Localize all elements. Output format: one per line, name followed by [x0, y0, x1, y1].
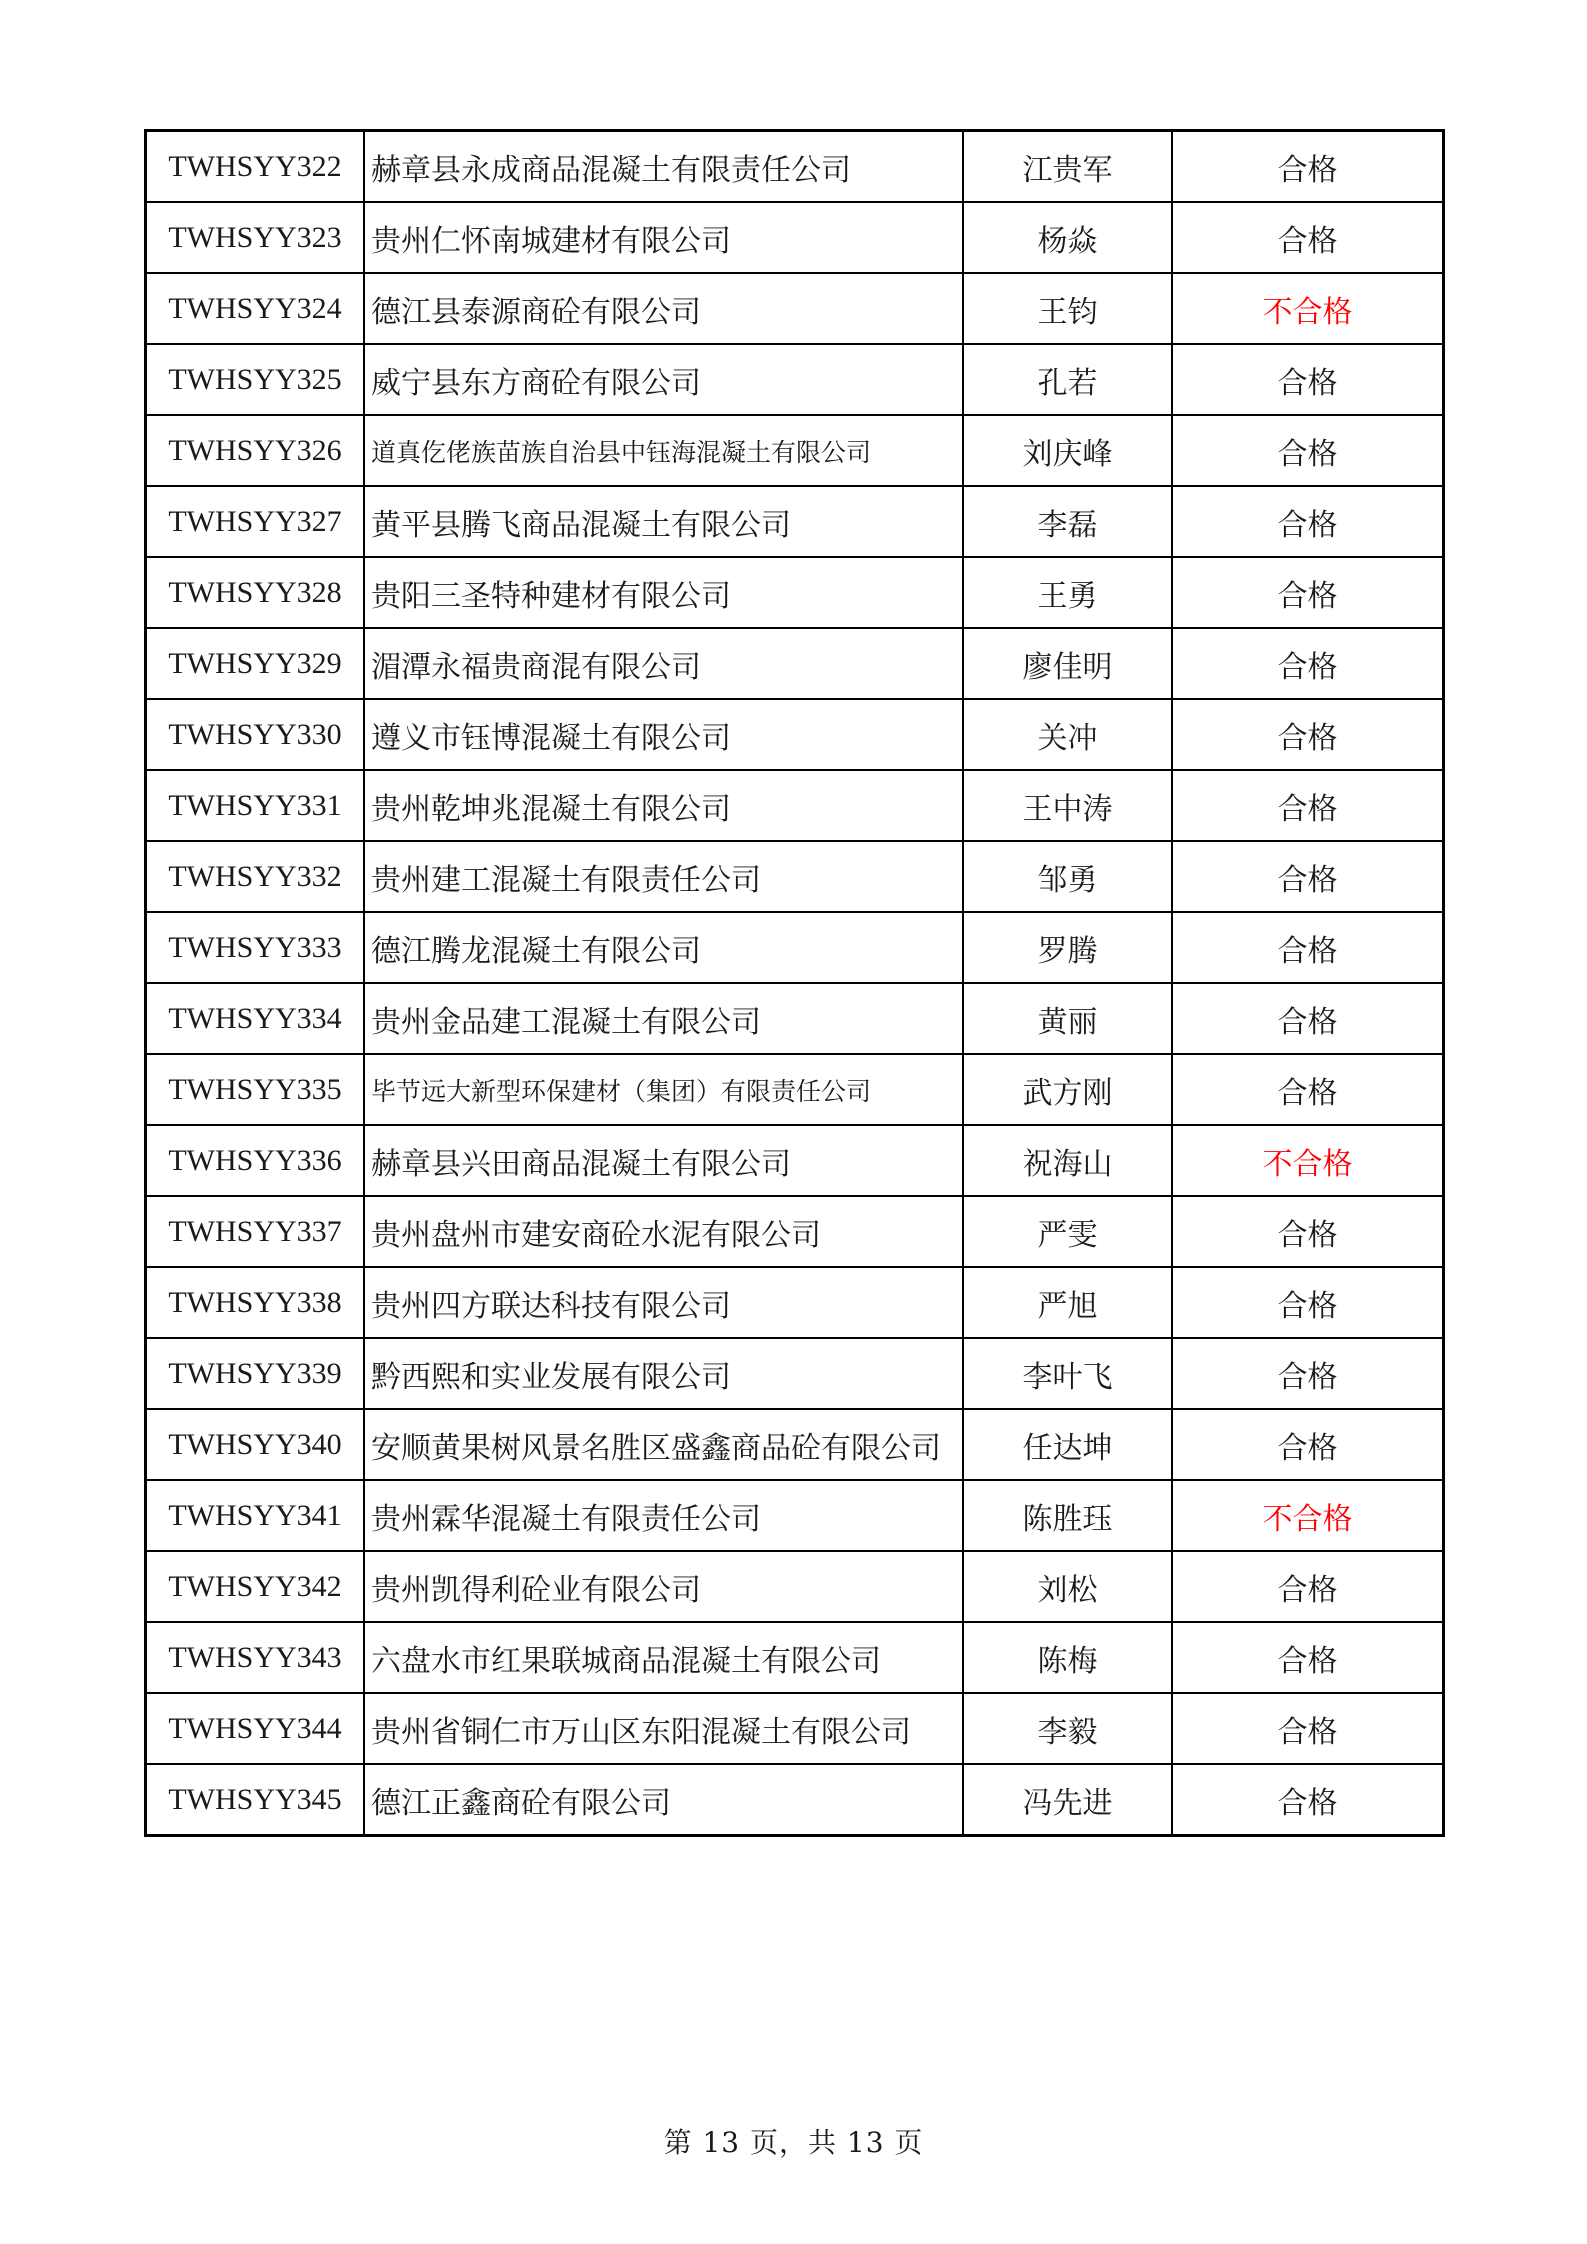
table-row: [146, 628, 1444, 699]
table-row: [146, 1409, 1444, 1480]
sample-code-cell: TWHSYY337: [146, 1196, 365, 1267]
result-pass-cell: 合格: [1172, 1267, 1444, 1338]
result-pass-cell: 合格: [1172, 1764, 1444, 1836]
result-pass-cell: 合格: [1172, 1338, 1444, 1409]
company-name-cell: 贵州霖华混凝土有限责任公司: [364, 1480, 963, 1551]
result-pass-cell: 合格: [1172, 1054, 1444, 1125]
table-row: [146, 1551, 1444, 1622]
result-pass-cell: 合格: [1172, 912, 1444, 983]
sample-code-cell: TWHSYY331: [146, 770, 365, 841]
table-row: [146, 1764, 1444, 1836]
result-pass-cell: 合格: [1172, 344, 1444, 415]
company-name-cell: 贵州金品建工混凝土有限公司: [364, 983, 963, 1054]
company-name-cell: 贵州四方联达科技有限公司: [364, 1267, 963, 1338]
table-row: [146, 486, 1444, 557]
table-row: [146, 131, 1444, 203]
person-name-cell: 任达坤: [963, 1409, 1172, 1480]
result-pass-cell: 合格: [1172, 699, 1444, 770]
table-row: [146, 273, 1444, 344]
person-name-cell: 关冲: [963, 699, 1172, 770]
person-name-cell: 王中涛: [963, 770, 1172, 841]
result-pass-cell: 合格: [1172, 983, 1444, 1054]
sample-code-cell: TWHSYY336: [146, 1125, 365, 1196]
company-name-cell: 德江腾龙混凝土有限公司: [364, 912, 963, 983]
result-fail-cell: 不合格: [1172, 1480, 1444, 1551]
table-row: [146, 770, 1444, 841]
person-name-cell: 邹勇: [963, 841, 1172, 912]
company-name-cell: 贵州仁怀南城建材有限公司: [364, 202, 963, 273]
sample-code-cell: TWHSYY344: [146, 1693, 365, 1764]
company-name-cell: 贵州省铜仁市万山区东阳混凝土有限公司: [364, 1693, 963, 1764]
person-name-cell: 江贵军: [963, 131, 1172, 203]
person-name-cell: 杨焱: [963, 202, 1172, 273]
table-row: [146, 699, 1444, 770]
result-pass-cell: 合格: [1172, 202, 1444, 273]
sample-code-cell: TWHSYY325: [146, 344, 365, 415]
table-row: [146, 983, 1444, 1054]
inspection-results-table: [144, 129, 1445, 1837]
result-pass-cell: 合格: [1172, 1196, 1444, 1267]
company-name-cell: 黔西熙和实业发展有限公司: [364, 1338, 963, 1409]
person-name-cell: 陈胜珏: [963, 1480, 1172, 1551]
sample-code-cell: TWHSYY323: [146, 202, 365, 273]
table-row: [146, 1693, 1444, 1764]
person-name-cell: 武方刚: [963, 1054, 1172, 1125]
sample-code-cell: TWHSYY341: [146, 1480, 365, 1551]
person-name-cell: 陈梅: [963, 1622, 1172, 1693]
person-name-cell: 王钧: [963, 273, 1172, 344]
person-name-cell: 黄丽: [963, 983, 1172, 1054]
person-name-cell: 王勇: [963, 557, 1172, 628]
company-name-cell: 德江正鑫商砼有限公司: [364, 1764, 963, 1836]
company-name-cell: 威宁县东方商砼有限公司: [364, 344, 963, 415]
result-fail-cell: 不合格: [1172, 1125, 1444, 1196]
result-pass-cell: 合格: [1172, 1409, 1444, 1480]
table-row: [146, 1196, 1444, 1267]
table-row: [146, 344, 1444, 415]
sample-code-cell: TWHSYY338: [146, 1267, 365, 1338]
table-body: [146, 131, 1444, 1836]
result-pass-cell: 合格: [1172, 628, 1444, 699]
table-row: [146, 202, 1444, 273]
sample-code-cell: TWHSYY334: [146, 983, 365, 1054]
page-number-footer: 第 13 页，共 13 页: [663, 2126, 924, 2159]
sample-code-cell: TWHSYY333: [146, 912, 365, 983]
sample-code-cell: TWHSYY322: [146, 131, 365, 203]
person-name-cell: 刘庆峰: [963, 415, 1172, 486]
result-pass-cell: 合格: [1172, 841, 1444, 912]
company-name-cell: 贵阳三圣特种建材有限公司: [364, 557, 963, 628]
table-row: [146, 1622, 1444, 1693]
person-name-cell: 李叶飞: [963, 1338, 1172, 1409]
result-pass-cell: 合格: [1172, 557, 1444, 628]
result-pass-cell: 合格: [1172, 1693, 1444, 1764]
table-row: [146, 912, 1444, 983]
table-row: [146, 557, 1444, 628]
result-pass-cell: 合格: [1172, 415, 1444, 486]
company-name-cell: 道真仡佬族苗族自治县中钰海混凝土有限公司: [364, 415, 963, 486]
person-name-cell: 李磊: [963, 486, 1172, 557]
company-name-cell: 赫章县兴田商品混凝土有限公司: [364, 1125, 963, 1196]
company-name-cell: 贵州乾坤兆混凝土有限公司: [364, 770, 963, 841]
company-name-cell: 安顺黄果树风景名胜区盛鑫商品砼有限公司: [364, 1409, 963, 1480]
company-name-cell: 湄潭永福贵商混有限公司: [364, 628, 963, 699]
person-name-cell: 刘松: [963, 1551, 1172, 1622]
company-name-cell: 黄平县腾飞商品混凝土有限公司: [364, 486, 963, 557]
company-name-cell: 贵州盘州市建安商砼水泥有限公司: [364, 1196, 963, 1267]
sample-code-cell: TWHSYY330: [146, 699, 365, 770]
sample-code-cell: TWHSYY345: [146, 1764, 365, 1836]
sample-code-cell: TWHSYY326: [146, 415, 365, 486]
sample-code-cell: TWHSYY335: [146, 1054, 365, 1125]
result-pass-cell: 合格: [1172, 770, 1444, 841]
company-name-cell: 六盘水市红果联城商品混凝土有限公司: [364, 1622, 963, 1693]
result-pass-cell: 合格: [1172, 1622, 1444, 1693]
sample-code-cell: TWHSYY340: [146, 1409, 365, 1480]
person-name-cell: 廖佳明: [963, 628, 1172, 699]
person-name-cell: 祝海山: [963, 1125, 1172, 1196]
table-row: [146, 1054, 1444, 1125]
person-name-cell: 严旭: [963, 1267, 1172, 1338]
company-name-cell: 贵州凯得利砼业有限公司: [364, 1551, 963, 1622]
result-fail-cell: 不合格: [1172, 273, 1444, 344]
person-name-cell: 严雯: [963, 1196, 1172, 1267]
sample-code-cell: TWHSYY343: [146, 1622, 365, 1693]
sample-code-cell: TWHSYY339: [146, 1338, 365, 1409]
company-name-cell: 德江县泰源商砼有限公司: [364, 273, 963, 344]
table-row: [146, 415, 1444, 486]
sample-code-cell: TWHSYY324: [146, 273, 365, 344]
result-pass-cell: 合格: [1172, 1551, 1444, 1622]
table-row: [146, 1125, 1444, 1196]
sample-code-cell: TWHSYY328: [146, 557, 365, 628]
table-row: [146, 1338, 1444, 1409]
table-row: [146, 1480, 1444, 1551]
person-name-cell: 孔若: [963, 344, 1172, 415]
person-name-cell: 李毅: [963, 1693, 1172, 1764]
sample-code-cell: TWHSYY332: [146, 841, 365, 912]
sample-code-cell: TWHSYY342: [146, 1551, 365, 1622]
company-name-cell: 贵州建工混凝土有限责任公司: [364, 841, 963, 912]
person-name-cell: 罗腾: [963, 912, 1172, 983]
table-row: [146, 841, 1444, 912]
sample-code-cell: TWHSYY329: [146, 628, 365, 699]
table-row: [146, 1267, 1444, 1338]
company-name-cell: 赫章县永成商品混凝土有限责任公司: [364, 131, 963, 203]
result-pass-cell: 合格: [1172, 131, 1444, 203]
company-name-cell: 遵义市钰博混凝土有限公司: [364, 699, 963, 770]
company-name-cell: 毕节远大新型环保建材（集团）有限责任公司: [364, 1054, 963, 1125]
person-name-cell: 冯先进: [963, 1764, 1172, 1836]
sample-code-cell: TWHSYY327: [146, 486, 365, 557]
result-pass-cell: 合格: [1172, 486, 1444, 557]
